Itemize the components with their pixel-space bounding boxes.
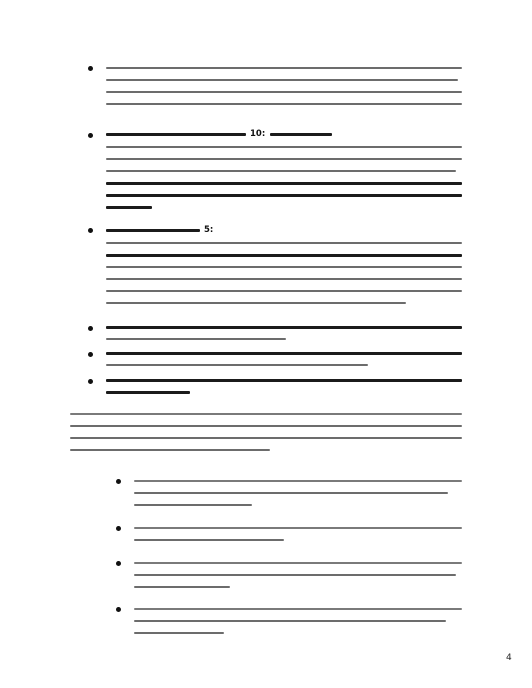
text-line bbox=[106, 158, 462, 160]
text-line bbox=[134, 539, 284, 541]
text-line bbox=[70, 437, 462, 439]
text-line bbox=[106, 103, 462, 105]
bullet-marker bbox=[88, 352, 93, 357]
bold-text-line bbox=[106, 379, 462, 382]
text-line bbox=[106, 278, 462, 280]
text-line bbox=[134, 586, 230, 588]
text-line bbox=[106, 364, 368, 366]
text-line bbox=[106, 266, 462, 268]
text-line bbox=[106, 302, 406, 304]
bullet-marker bbox=[116, 561, 121, 566]
bold-text-line bbox=[106, 182, 462, 185]
bullet-marker bbox=[116, 526, 121, 531]
bullet-marker bbox=[116, 479, 121, 484]
text-line bbox=[106, 67, 462, 69]
text-line bbox=[134, 608, 462, 610]
text-line bbox=[134, 480, 462, 482]
heading-number: 5: bbox=[204, 225, 214, 235]
text-line bbox=[134, 620, 446, 622]
text-line bbox=[134, 562, 462, 564]
text-line bbox=[134, 527, 462, 529]
heading-number: 10: bbox=[250, 129, 266, 139]
text-line bbox=[106, 242, 462, 244]
text-line bbox=[106, 290, 462, 292]
bold-text-line bbox=[106, 206, 152, 209]
heading-line bbox=[270, 133, 332, 136]
bullet-marker bbox=[88, 228, 93, 233]
text-line bbox=[106, 79, 458, 81]
text-line bbox=[70, 449, 270, 451]
bold-text-line bbox=[106, 254, 462, 257]
bold-text-line bbox=[106, 194, 462, 197]
bullet-marker bbox=[88, 66, 93, 71]
text-line bbox=[106, 170, 456, 172]
text-line bbox=[134, 632, 224, 634]
text-line bbox=[106, 146, 462, 148]
text-line bbox=[106, 91, 462, 93]
text-line bbox=[134, 504, 252, 506]
text-line bbox=[106, 338, 286, 340]
text-line bbox=[70, 413, 462, 415]
text-line bbox=[70, 425, 462, 427]
text-line bbox=[134, 574, 456, 576]
bold-text-line bbox=[106, 352, 462, 355]
bold-text-line bbox=[106, 326, 462, 329]
bullet-marker bbox=[88, 326, 93, 331]
page-number: 4 bbox=[506, 653, 512, 663]
heading-line bbox=[106, 133, 246, 136]
bullet-marker bbox=[88, 379, 93, 384]
text-line bbox=[134, 492, 448, 494]
heading-line bbox=[106, 229, 200, 232]
bullet-marker bbox=[116, 607, 121, 612]
bullet-marker bbox=[88, 133, 93, 138]
bold-text-line bbox=[106, 391, 190, 394]
